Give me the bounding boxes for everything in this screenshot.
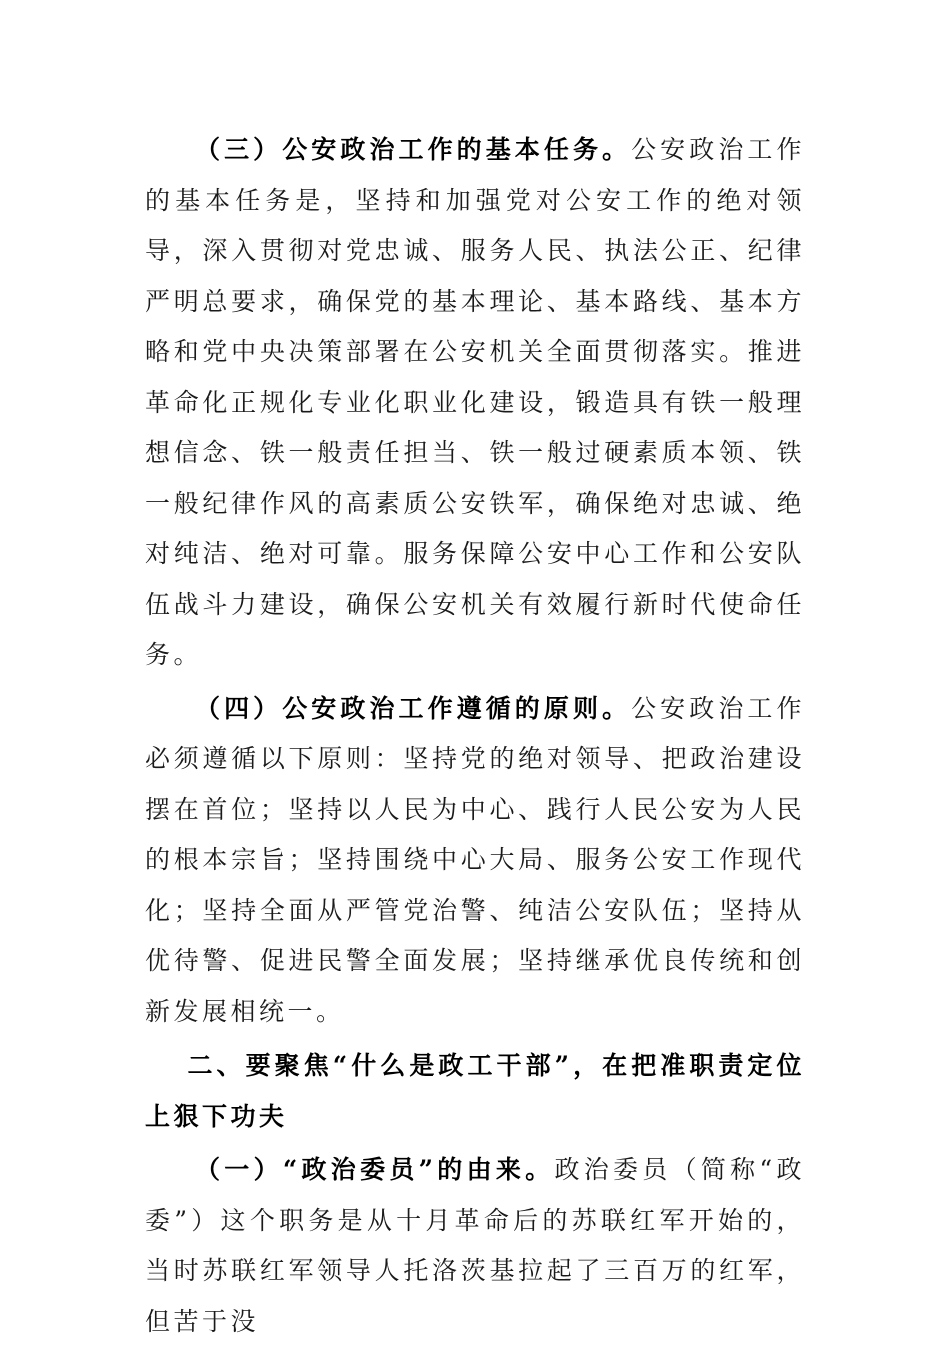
- section-heading: 二、要聚焦“什么是政工干部”，在把准职责定位上狠下功夫: [145, 1051, 805, 1131]
- paragraph-lead: （四）公安政治工作遵循的原则。: [195, 693, 632, 723]
- document-body: [145, 125, 805, 1347]
- paragraph-basic-tasks: [145, 125, 805, 681]
- paragraph-text: 公安政治工作必须遵循以下原则：坚持党的绝对领导、把政治建设摆在首位；坚持以人民为中心、践行人民公安为人民的根本宗旨；坚持围绕中心大局、服务公安工作现代化；坚持全面从严管党治警、纯洁公安队伍；坚持从优待警、促进民警全面发展；坚持继承优良传统和创新发展相统一。: [145, 693, 805, 1026]
- paragraph-lead: （一）“政治委员”的由来。: [195, 1155, 555, 1184]
- paragraph-text: 公安政治工作的基本任务是，坚持和加强党对公安工作的绝对领导，深入贯彻对党忠诚、服务人民、执法公正、纪律严明总要求，确保党的基本理论、基本路线、基本方略和党中央决策部署在公安机关全面贯彻落实。推进革命化正规化专业化职业化建设，锻造具有铁一般理想信念、铁一般责任担当、铁一般过硬素质本领、铁一般纪律作风的高素质公安铁军，确保绝对忠诚、绝对纯洁、绝对可靠。服务保障公安中心工作和公安队伍战斗力建设，确保公安机关有效履行新时代使命任务。: [145, 135, 805, 669]
- paragraph-principles: [145, 684, 805, 1038]
- paragraph-lead: （三）公安政治工作的基本任务。: [195, 135, 632, 164]
- paragraph-commissar-origin: [145, 1145, 805, 1347]
- paragraph-text: 政治委员（简称“政委”）这个职务是从十月革命后的苏联红军开始的，当时苏联红军领导人托洛茨基拉起了三百万的红军，但苦于没: [145, 1155, 805, 1336]
